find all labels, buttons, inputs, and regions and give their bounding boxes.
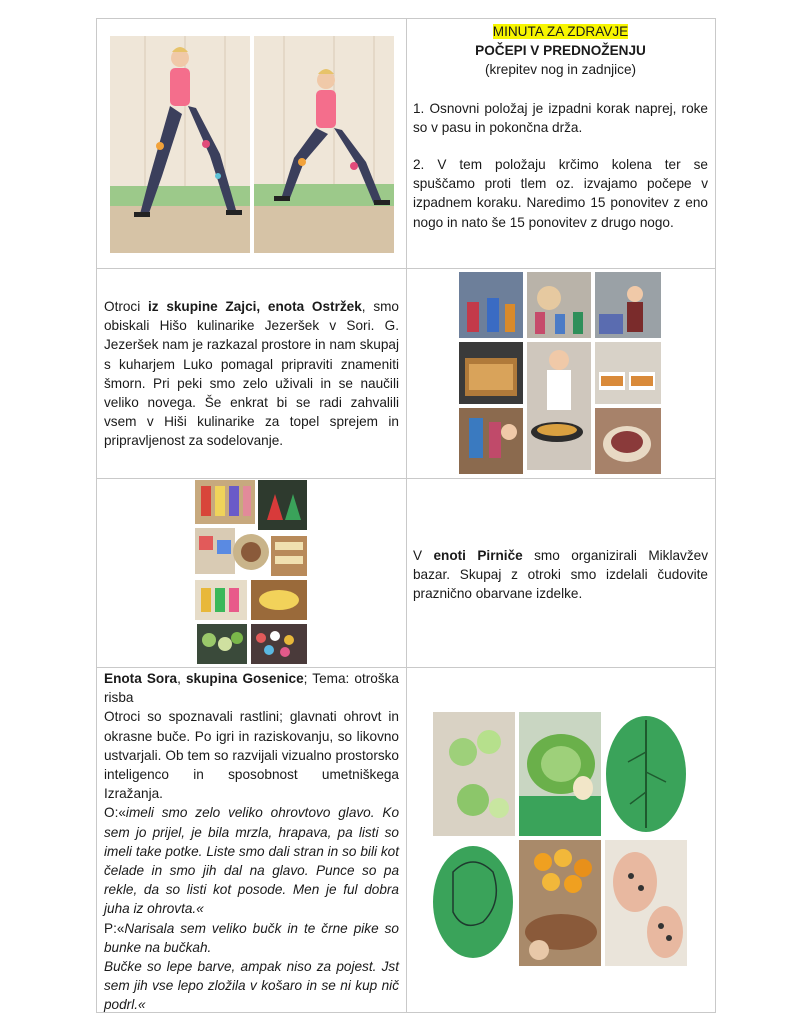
sora-unit: Enota Sora	[104, 671, 178, 686]
cabbage-pumpkin-art-collage	[433, 712, 687, 966]
pirnice-intro: V	[413, 548, 434, 563]
table-border-right	[715, 18, 716, 1013]
exercise-badge: MINUTA ZA ZDRAVJE	[492, 24, 629, 39]
sora-theme: ; Tema: otroška risba	[104, 671, 399, 706]
miklavz-bazaar-collage	[195, 480, 307, 664]
pirnice-unit: enoti Pirniče	[433, 548, 523, 563]
exercise-title: POČEPI V PREDNOŽENJU	[475, 43, 646, 59]
zajci-body: , smo obiskali Hišo kulinarike Jezeršek v Sori. G. Jezeršek nam je razkazal prostore in nam skupaj s kuharjem Luko pomagal pripraviti znameniti šmorn. Pri peki smo zelo uživali in se naučili veliko novega. Še enkrat bi se radi zahvalili vsem v Hiši kulinarike za topel sprejem in pripravljenost za sodelovanje.	[104, 299, 399, 449]
sora-group: skupina Gosenice	[185, 671, 304, 686]
table-border-left	[96, 18, 97, 1013]
zajci-report	[104, 297, 399, 451]
sora-heading: Enota Sora, skupina Gosenice; Tema: otroška risba	[104, 671, 399, 706]
sora-paragraph: Otroci so spoznavali rastlini; glavnati ohrovt in okrasne buče. Po igri in raziskovanju, so likovno ustvarjali. Ob tem so razvijali vizualno prostorsko inteligenco in sposobnost umetniškega Izražanja.	[104, 709, 399, 802]
pirnice-body: smo organizirali Miklavžev bazar. Skupaj z otroki smo izdelali čudovite praznično obarvane izdelke.	[413, 548, 709, 602]
pirnice-report	[413, 546, 708, 604]
sora-quote-p: P:«Narisala sem veliko bučk in te črne pike so bunke na bučkah.	[104, 920, 399, 955]
sora-quote-o: O:«imeli smo zelo veliko ohrovtovo glavo. Ko sem jo prijel, je bila mrzla, hrapava, pa listi so imeli take potke. Liste smo dali stran in so bili kot čelade in smo jih dal na glavo. Punce so pa rekle, da so listi kot posode. Men je ful dobra juha iz ohrovta.«	[104, 805, 399, 917]
exercise-step-2: 2. V tem položaju krčimo kolena ter se spuščamo proti tlem oz. izvajamo počepe v izpadnem koraku. Naredimo 15 ponovitev z eno nogo in nato še 15 ponovitev z drugo nogo.	[413, 157, 708, 230]
lunge-start-photo	[110, 36, 250, 253]
exercise-heading	[406, 22, 715, 80]
exercise-subtitle: (krepitev nog in zadnjice)	[484, 62, 637, 78]
jezersek-visit-collage	[459, 272, 661, 474]
exercise-step-1: 1. Osnovni položaj je izpadni korak naprej, roke so v pasu in pokončna drža.	[413, 101, 708, 136]
sora-quote-p-cont: Bučke so lepe barve, ampak niso za pojest. Jst sem jih vse lepo zložila v košaro in se ni kup nič podrl.«	[104, 959, 399, 1013]
sora-report	[104, 669, 399, 1015]
lunge-squat-photo	[254, 36, 394, 253]
zajci-group: iz skupine Zajci, enota Ostržek	[148, 299, 362, 314]
column-divider	[406, 18, 407, 1013]
zajci-intro: Otroci	[104, 299, 148, 314]
